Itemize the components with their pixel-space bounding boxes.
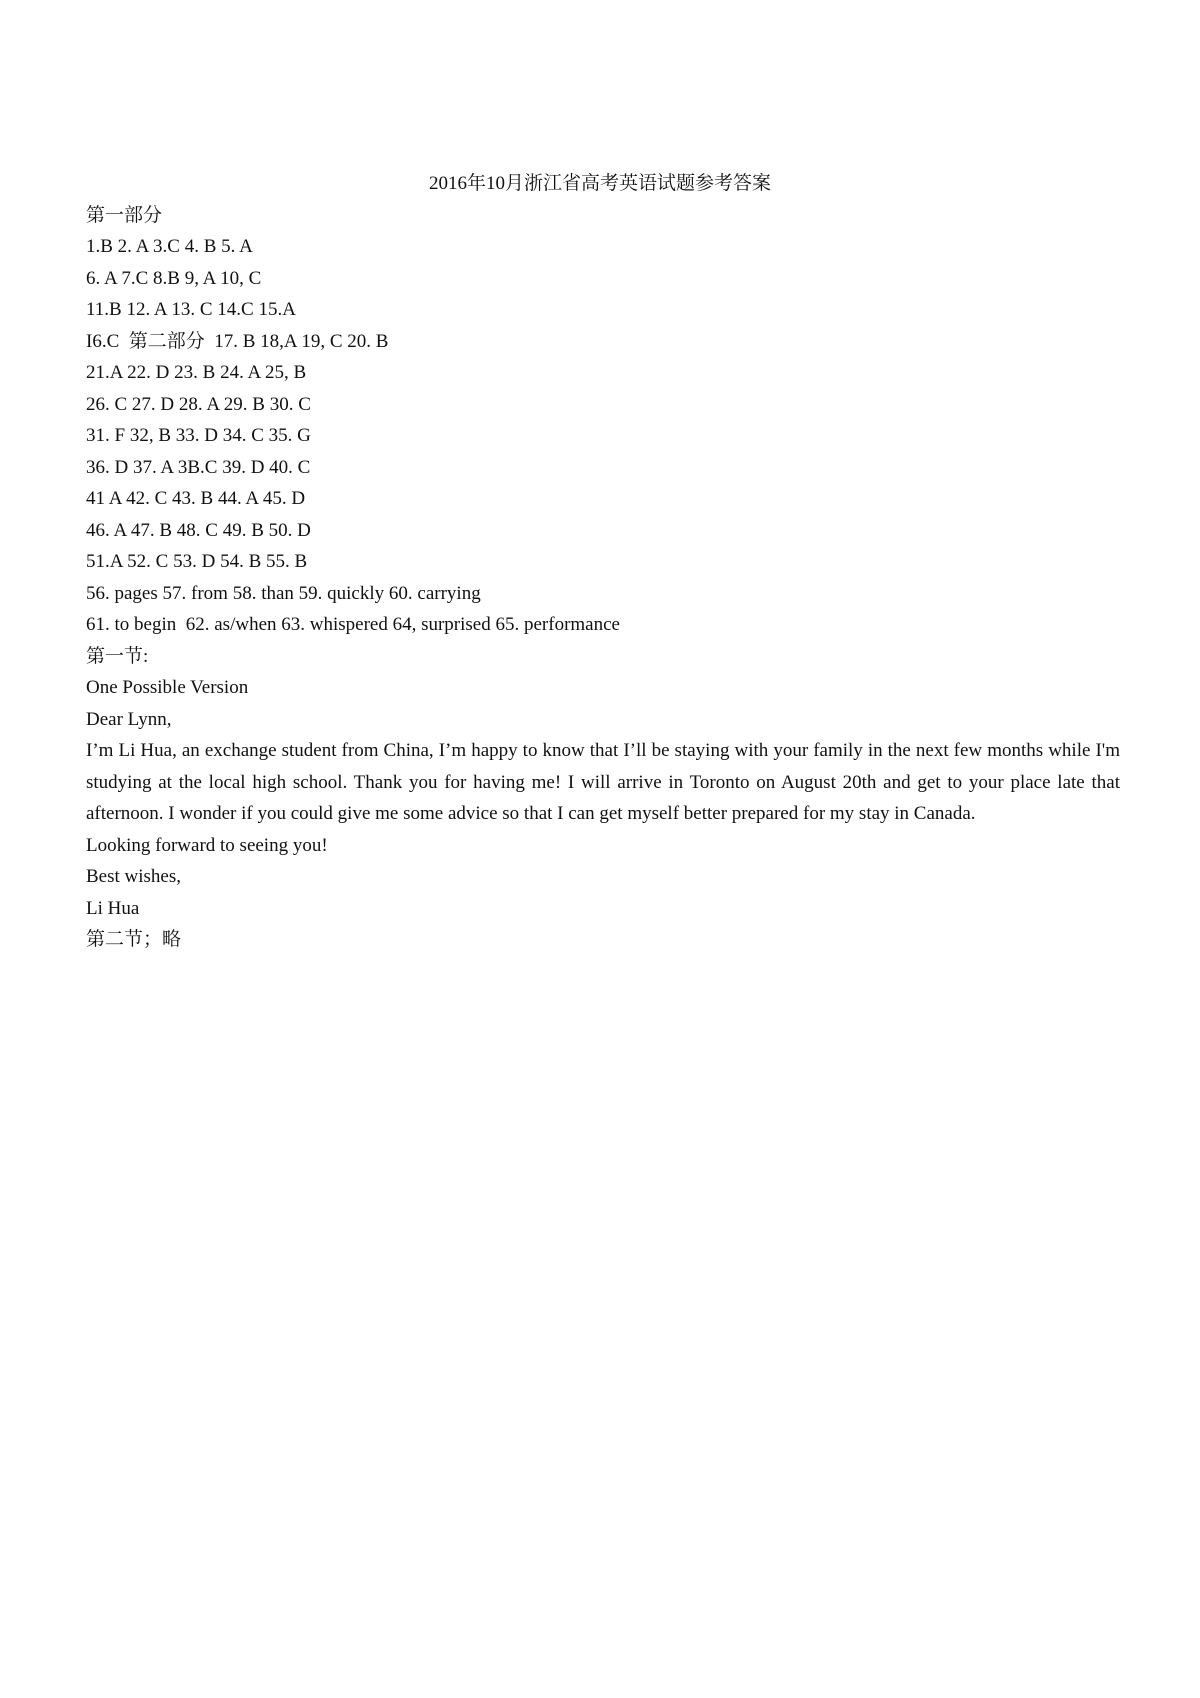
section-one-heading: 第一节: [86,645,149,667]
answer-line: 61. to begin 62. as/when 63. whispered 64, surprised 65. performance [86,614,620,635]
letter-salutation: Dear Lynn, [86,708,172,730]
letter-closing-line: Looking forward to seeing you! [86,834,328,856]
answer-line: 31. F 32, B 33. D 34. C 35. G [86,425,311,446]
answer-line: 51.A 52. C 53. D 54. B 55. B [86,551,308,572]
answer-line: 56. pages 57. from 58. than 59. quickly 60. carrying [86,582,481,604]
letter-body: I’m Li Hua, an exchange student from China, I’m happy to know that I’ll be staying with your family in the next few months while I'm studying at the local high school. Thank you for having me! I will arrive in Toronto on August 20th and get to your place late that afternoon. I wonder if you could give me some advice so that I can get myself better prepared for my stay in Canada. [86,740,1120,824]
letter-sign-off: Best wishes, [86,866,181,887]
part-one-heading: 第一部分 [86,204,163,226]
version-label: One Possible Version [86,677,249,698]
answer-line: 36. D 37. A 3B.C 39. D 40. C [86,456,311,478]
answer-line: I6.C 第二部分 17. B 18,A 19, C 20. B [86,330,389,352]
answer-line: 46. A 47. B 48. C 49. B 50. D [86,519,311,541]
answer-line: 26. C 27. D 28. A 29. B 30. C [86,393,311,415]
answer-list [86,231,1120,641]
answer-line: 1.B 2. A 3.C 4. B 5. A [86,236,253,257]
section-two-line: 第二节；略 [86,929,182,950]
answer-line: 11.B 12. A 13. C 14.C 15.A [86,299,296,320]
answer-line: 41 A 42. C 43. B 44. A 45. D [86,488,306,509]
letter-signature: Li Hua [86,897,140,919]
answer-line: 21.A 22. D 23. B 24. A 25, B [86,362,307,383]
answer-key-page [86,168,1120,956]
answer-line: 6. A 7.C 8.B 9, A 10, C [86,267,262,289]
page-title: 2016年10月浙江省高考英语试题参考答案 [428,173,771,194]
